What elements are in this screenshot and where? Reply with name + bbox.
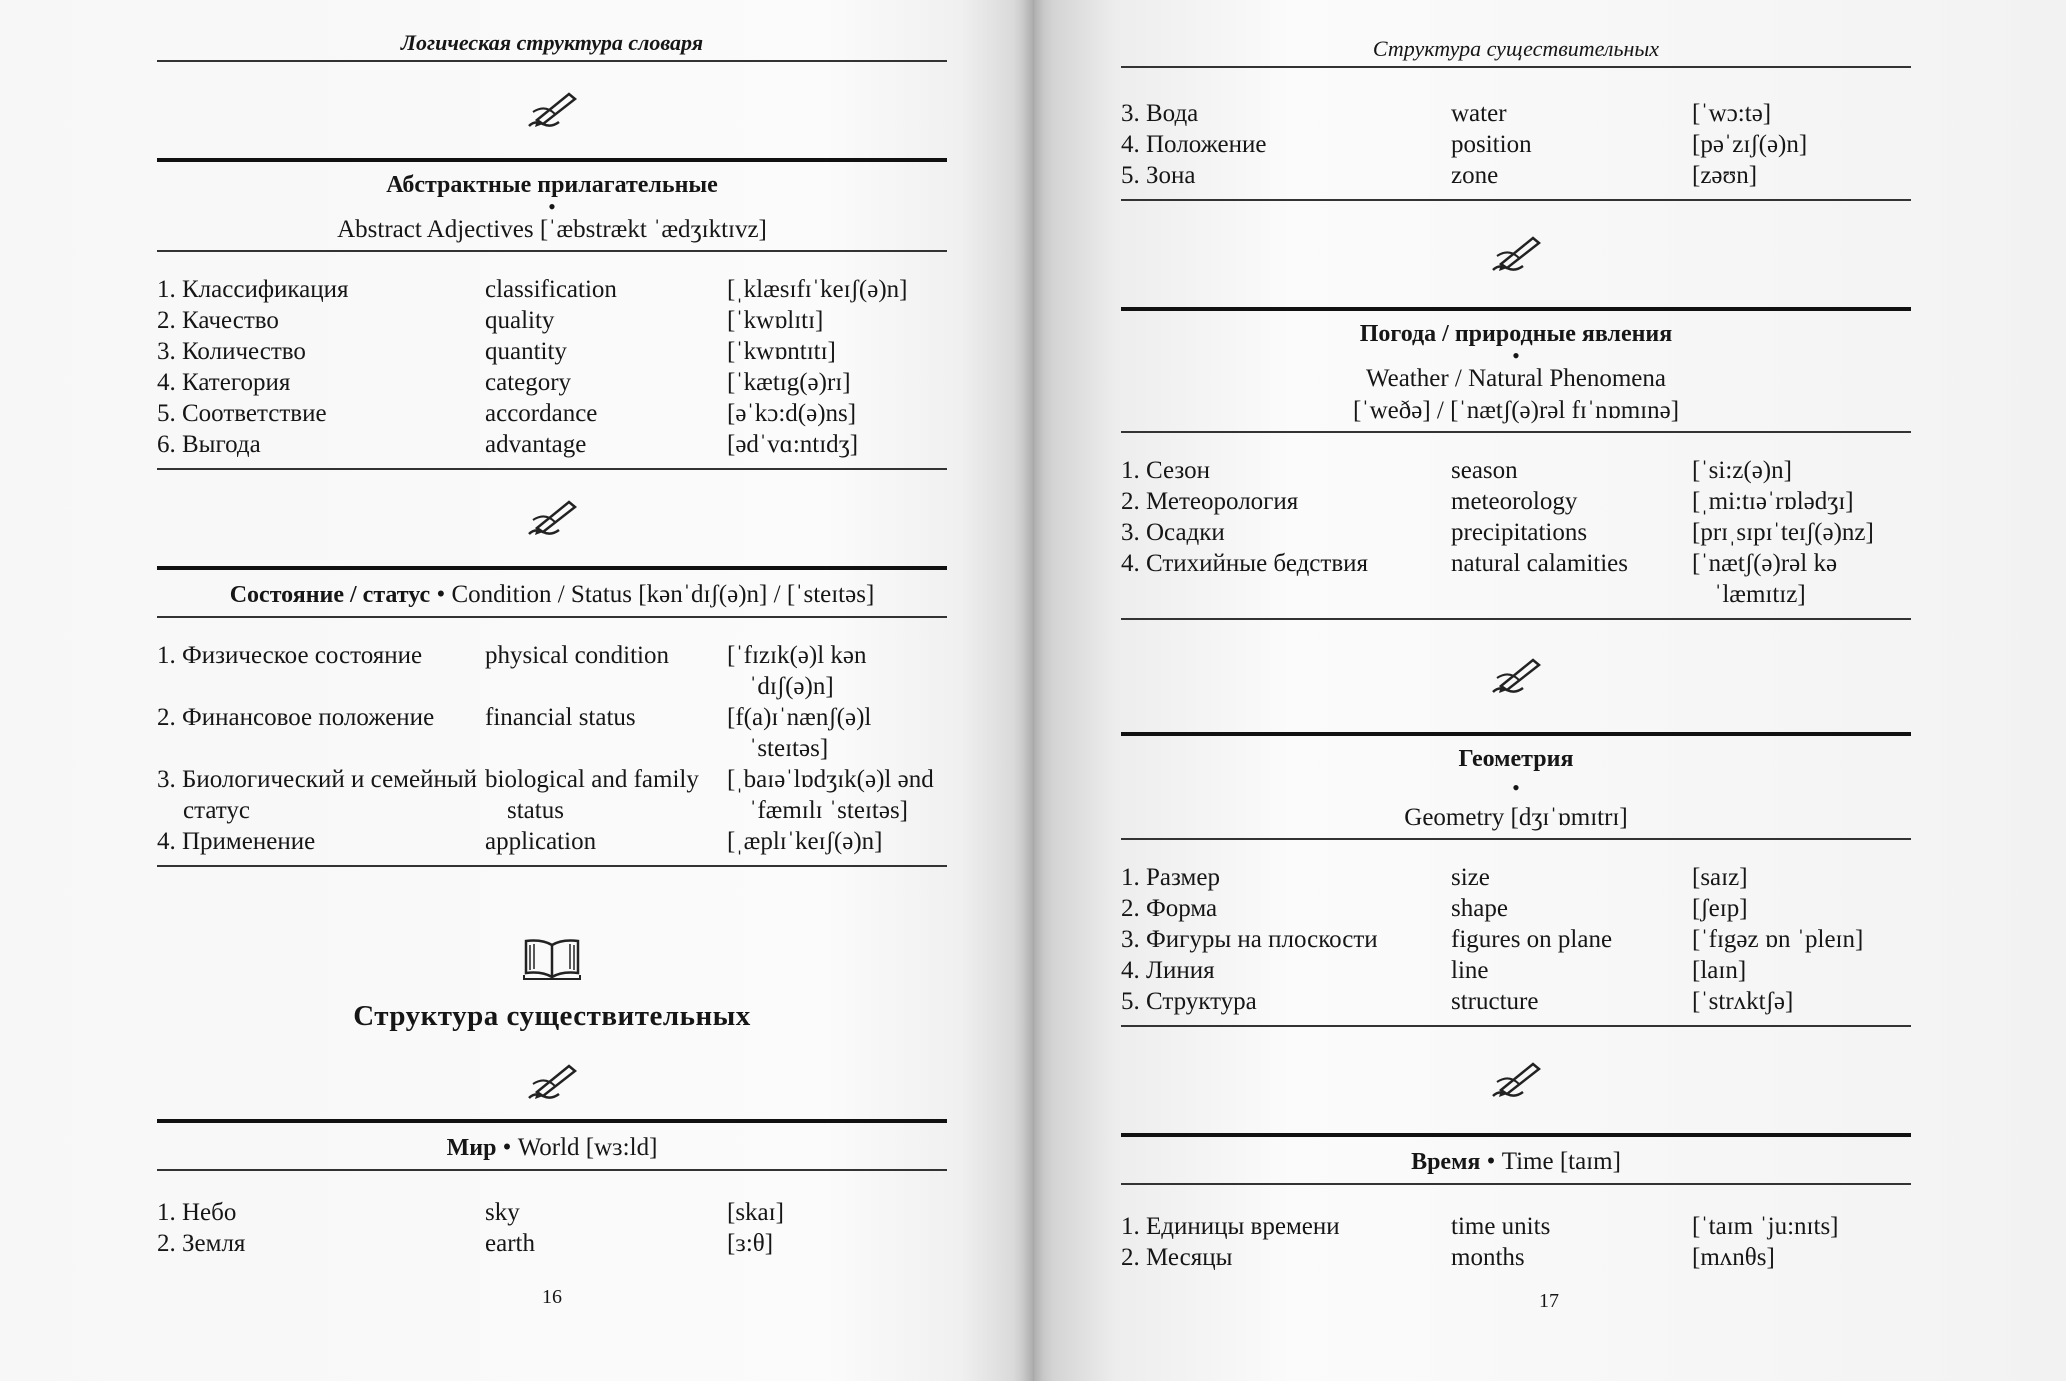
section-title-en: Abstract Adjectives [ˈæbstrækt ˈædʒɪktɪvz] <box>337 216 767 243</box>
section-title-ru: Состояние / статус <box>229 582 431 608</box>
transcription: [ˌklæsɪfɪˈkeɪʃ(ə)n] <box>727 276 908 303</box>
section-title-en: Condition / Status [kənˈdɪʃ(ə)n] / [ˈsteɪtəs] <box>451 581 875 608</box>
section-title-en: Time [taɪm] <box>1501 1148 1621 1175</box>
entry-row <box>1121 455 1911 486</box>
term-en: season <box>1451 457 1518 484</box>
entry-row <box>1121 955 1911 986</box>
entry-row <box>1121 1242 1911 1273</box>
entry-list-condition-status <box>157 618 947 867</box>
section-header-abstract-adjectives <box>157 158 947 252</box>
term-en: size <box>1451 864 1490 891</box>
transcription: [pəˈzɪʃ(ə)n] <box>1692 131 1808 158</box>
term-en: biological and family status <box>485 766 699 824</box>
entry-row <box>157 826 947 857</box>
entry-row <box>157 336 947 367</box>
entry-list-geometry <box>1121 840 1911 1027</box>
term-en: figures on plane <box>1451 926 1613 953</box>
transcription: [zəʊn] <box>1692 162 1758 189</box>
transcription: [saɪz] <box>1692 864 1748 891</box>
entry-row <box>1121 129 1911 160</box>
transcription: [ˌbaɪəˈlɒdʒɪk(ə)l ənd ˈfæmɪlɪ ˈsteɪtəs] <box>727 766 934 824</box>
term-en: sky <box>485 1199 520 1226</box>
bullet-separator: • <box>1512 775 1520 800</box>
transcription: [ˈnætʃ(ə)rəl kəˈlæmɪtɪz] <box>1692 550 1838 608</box>
term-en: classification <box>485 276 617 303</box>
term-en: months <box>1451 1244 1525 1271</box>
transcription: [f(a)ɪˈnænʃ(ə)l ˈsteɪtəs] <box>727 704 872 762</box>
term-ru: 3. Вода <box>1121 100 1199 127</box>
term-ru: 1. Сезон <box>1121 457 1210 484</box>
term-ru: 3. Осадки <box>1121 519 1225 546</box>
entry-row <box>157 1197 947 1228</box>
entry-row <box>157 398 947 429</box>
term-ru: 4. Линия <box>1121 957 1215 984</box>
transcription: [ˈkætɪg(ə)rɪ] <box>727 369 851 396</box>
term-en: water <box>1451 100 1507 127</box>
right-page <box>1033 0 2066 1381</box>
book-icon <box>157 867 947 987</box>
entry-row <box>1121 986 1911 1017</box>
pen-icon <box>157 62 947 158</box>
entry-row <box>157 274 947 305</box>
pen-icon <box>157 470 947 566</box>
term-en: zone <box>1451 162 1499 189</box>
transcription: [ɜ:θ] <box>727 1230 774 1257</box>
term-ru: 2. Месяцы <box>1121 1244 1233 1271</box>
entry-row <box>157 764 947 826</box>
term-ru: 5. Зона <box>1121 162 1196 189</box>
entry-row <box>157 640 947 702</box>
entry-row <box>157 367 947 398</box>
term-ru: 1. Единицы времени <box>1121 1213 1340 1240</box>
transcription: [prɪˌsɪpɪˈteɪʃ(ə)nz] <box>1692 519 1874 546</box>
section-title-ru: Мир <box>446 1135 497 1161</box>
bullet-separator: • <box>548 194 556 219</box>
term-ru: 3. Фигуры на плоскости <box>1121 926 1378 953</box>
term-en: accordance <box>485 400 598 427</box>
term-ru: 6. Выгода <box>157 431 261 458</box>
running-head: Структура существительных <box>1121 0 1911 68</box>
transcription: [ˈfɪzɪk(ə)l kənˈdɪʃ(ə)n] <box>727 642 867 700</box>
section-title-line: Мир • World [wɜ:ld] <box>446 1134 658 1161</box>
term-en: financial status <box>485 704 636 731</box>
transcription: [əˈkɔ:d(ə)ns] <box>727 400 857 427</box>
term-ru: 1. Небо <box>157 1199 237 1226</box>
entry-row <box>1121 924 1911 955</box>
entry-list-time <box>1121 1185 1911 1281</box>
transcription: [ˈfɪgəz ɒn ˈpleɪn] <box>1692 926 1864 953</box>
transcription: [ˈsi:z(ə)n] <box>1692 457 1792 484</box>
right-page-content <box>1121 0 1911 1281</box>
section-title-ru: Погода / природные явления <box>1359 321 1673 347</box>
entry-row <box>157 305 947 336</box>
section-title-en: Weather / Natural Phenomena <box>1366 365 1666 392</box>
term-en: application <box>485 828 597 855</box>
transcription: [laɪn] <box>1692 957 1747 984</box>
entry-list-weather <box>1121 433 1911 620</box>
term-ru: 2. Земля <box>157 1230 246 1257</box>
term-ru: 2. Финансовое положение <box>157 704 435 731</box>
bullet-separator: • <box>1512 343 1520 368</box>
term-en: position <box>1451 131 1532 158</box>
entry-row <box>157 1228 947 1259</box>
transcription: [skaɪ] <box>727 1199 784 1226</box>
term-ru: 5. Соответствие <box>157 400 327 427</box>
entry-list-world <box>157 1171 947 1267</box>
section-title-en: World [wɜ:ld] <box>517 1134 658 1161</box>
entry-row <box>157 429 947 460</box>
term-en: earth <box>485 1230 535 1257</box>
entry-row <box>1121 548 1911 610</box>
term-ru: 4. Стихийные бедствия <box>1121 550 1369 577</box>
pen-icon <box>157 1045 947 1119</box>
term-ru: 3. Биологический и семейный статус <box>157 766 478 824</box>
term-ru: 5. Структура <box>1121 988 1257 1015</box>
term-en: time units <box>1451 1213 1551 1240</box>
section-title-en: Geometry [dʒɪˈɒmɪtrɪ] <box>1404 804 1628 831</box>
entry-row <box>1121 160 1911 191</box>
pen-icon <box>1121 201 1911 307</box>
term-en: natural calamities <box>1451 550 1629 577</box>
entry-list-abstract-adjectives <box>157 252 947 470</box>
term-ru: 4. Положение <box>1121 131 1267 158</box>
section-header-geometry <box>1121 732 1911 840</box>
term-ru: 2. Качество <box>157 307 279 334</box>
section-header-weather <box>1121 307 1911 433</box>
term-ru: 4. Применение <box>157 828 316 855</box>
term-ru: 4. Категория <box>157 369 291 396</box>
transcription: [ˈtaɪm ˈju:nɪts] <box>1692 1213 1839 1240</box>
transcription: [ˌmi:tɪəˈrɒlədʒɪ] <box>1692 488 1854 515</box>
term-en: quantity <box>485 338 567 365</box>
transcription: [ˌæplɪˈkeɪʃ(ə)n] <box>727 828 883 855</box>
running-head: Логическая структура словаря <box>157 0 947 62</box>
entry-row <box>1121 486 1911 517</box>
pen-icon <box>1121 620 1911 732</box>
term-en: physical condition <box>485 642 669 669</box>
section-header-time <box>1121 1133 1911 1185</box>
transcription: [ʃeɪp] <box>1692 895 1748 922</box>
term-ru: 1. Классификация <box>157 276 349 303</box>
term-en: quality <box>485 307 555 334</box>
term-en: line <box>1451 957 1489 984</box>
entry-row <box>157 702 947 764</box>
term-en: category <box>485 369 572 396</box>
term-ru: 3. Количество <box>157 338 306 365</box>
term-ru: 2. Форма <box>1121 895 1218 922</box>
entry-row <box>1121 517 1911 548</box>
term-en: structure <box>1451 988 1539 1015</box>
left-page-content <box>157 0 947 1267</box>
transcription: [ˈkwɒlɪtɪ] <box>727 307 824 334</box>
entry-row <box>1121 862 1911 893</box>
section-title-line: Время • Time [taɪm] <box>1411 1148 1621 1175</box>
transcription: [mʌnθs] <box>1692 1244 1775 1271</box>
page-number: 16 <box>542 1286 562 1308</box>
term-ru: 1. Физическое состояние <box>157 642 423 669</box>
transcription: [ˈstrʌktʃə] <box>1692 988 1794 1015</box>
term-en: advantage <box>485 431 587 458</box>
term-ru: 1. Размер <box>1121 864 1220 891</box>
transcription: [ˈwɔ:tə] <box>1692 100 1772 127</box>
entry-row <box>1121 1211 1911 1242</box>
page-number: 17 <box>1539 1290 1559 1312</box>
section-title-ru: Время <box>1411 1149 1481 1175</box>
term-en: meteorology <box>1451 488 1578 515</box>
section-title-ru: Геометрия <box>1458 746 1574 772</box>
pen-icon <box>1121 1027 1911 1133</box>
section-header-condition-status <box>157 566 947 618</box>
section-header-world <box>157 1119 947 1171</box>
term-en: precipitations <box>1451 519 1588 546</box>
transcription: [ədˈvɑ:ntɪdʒ] <box>727 431 859 458</box>
entry-row <box>1121 893 1911 924</box>
book-gutter <box>1013 0 1053 1381</box>
entry-row <box>1121 98 1911 129</box>
term-ru: 2. Метеорология <box>1121 488 1299 515</box>
transcription: [ˈkwɒntɪtɪ] <box>727 338 836 365</box>
section-title-ru: Абстрактные прилагательные <box>386 172 718 198</box>
section-title-ipa: [ˈweðə] / [ˈnætʃ(ə)rəl fɪˈnɒmɪnə] <box>1352 397 1680 424</box>
entry-list-world-continued <box>1121 68 1911 201</box>
section-title-line: Состояние / статус • Condition / Status [kənˈdɪʃ(ə)n] / [ˈsteɪtəs] <box>229 581 875 608</box>
term-en: shape <box>1451 895 1508 922</box>
chapter-title: Структура существительных <box>353 1000 751 1032</box>
